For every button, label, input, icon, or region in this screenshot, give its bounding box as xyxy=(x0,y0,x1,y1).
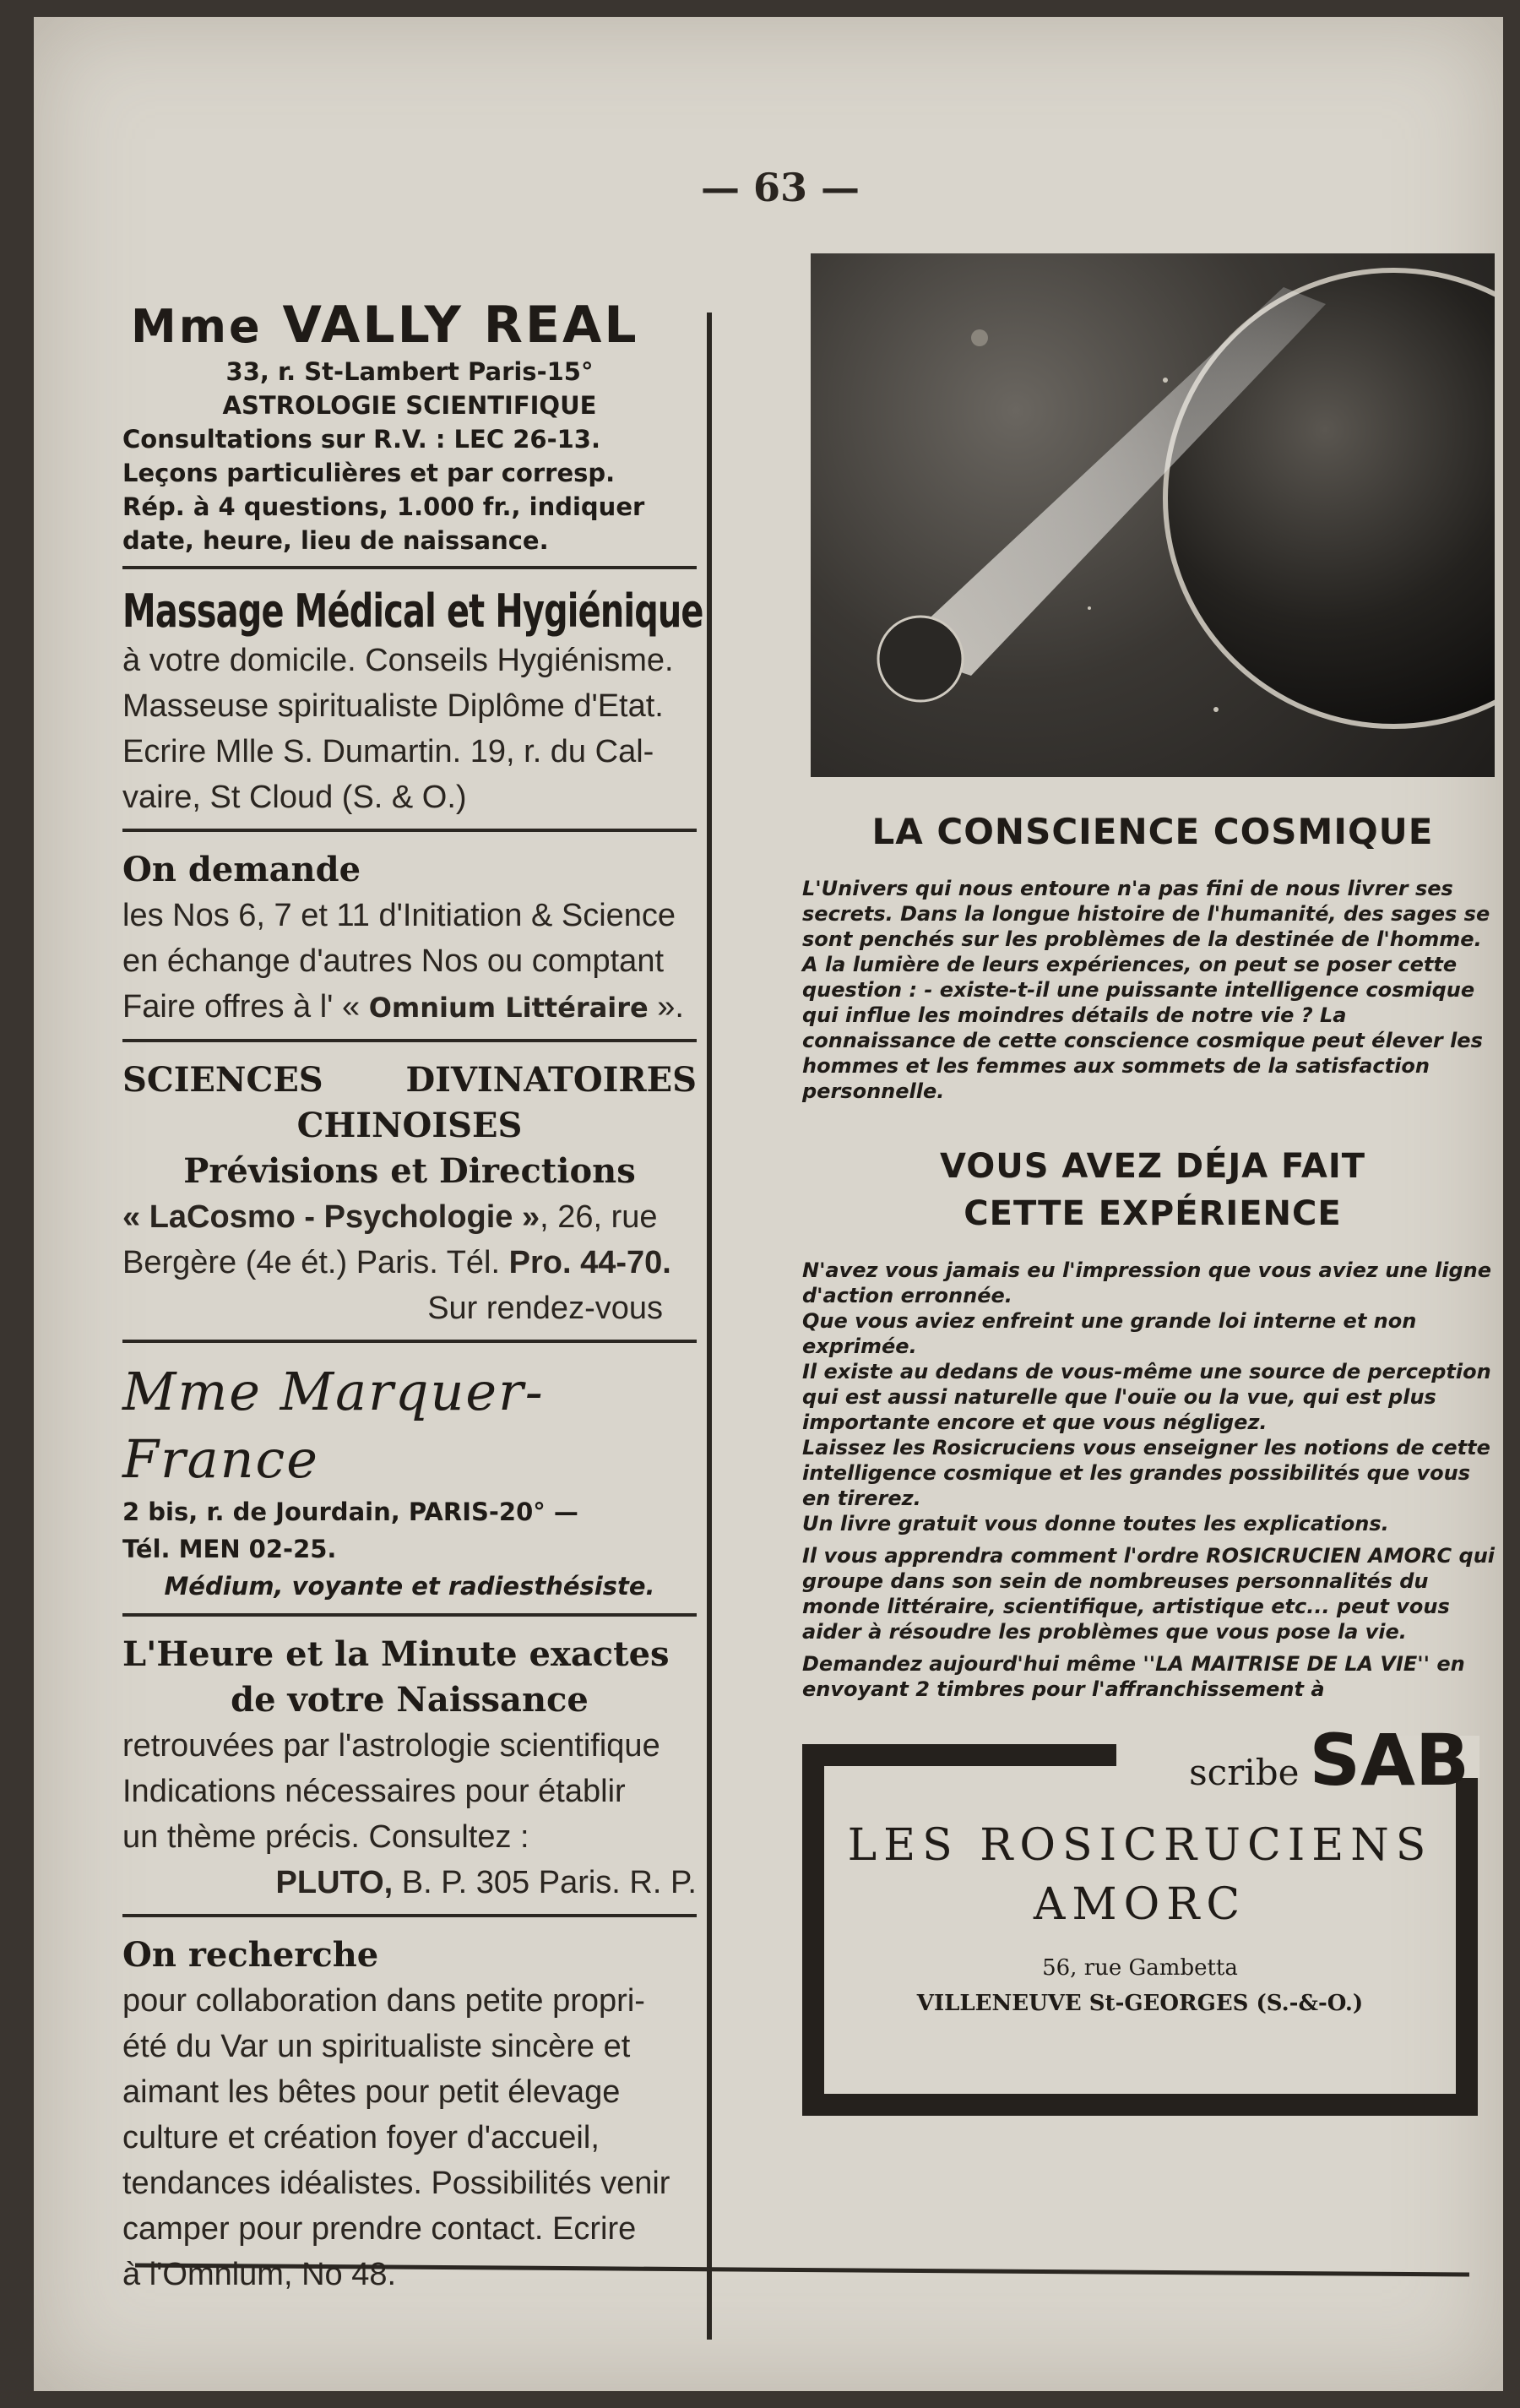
demande-line: les Nos 6, 7 et 11 d'Initiation & Science xyxy=(122,898,676,933)
sciences-tel: Pro. 44-70. xyxy=(508,1245,671,1280)
cosmic-illustration-svg xyxy=(811,253,1495,777)
demande-last-line xyxy=(122,984,697,1030)
amorc-addr-1: 56, rue Gambetta xyxy=(1042,1955,1238,1981)
right-column xyxy=(802,253,1503,2116)
ad-separator xyxy=(122,1340,697,1343)
experience-paragraph: Il existe au dedans de vous-même une source de perception qui est aussi naturelle que l'ouïe ou la vue, qui est plus importante encore et que vous négligez. xyxy=(802,1360,1491,1434)
cosmic-title: LA CONSCIENCE COSMIQUE xyxy=(871,811,1434,852)
vally-specialty: ASTROLOGIE SCIENTIFIQUE xyxy=(222,391,597,420)
vally-title-name: VALLY REAL xyxy=(282,296,639,355)
heure-title-1: L'Heure et la Minute exactes xyxy=(122,1634,670,1674)
demande-line: en échange d'autres Nos ou comptant xyxy=(122,943,665,979)
cosmic-illustration xyxy=(811,253,1495,777)
heure-contact xyxy=(122,1860,697,1905)
heure-line: retrouvées par l'astrologie scientifique xyxy=(122,1728,660,1764)
experience-body xyxy=(802,1258,1503,1702)
sciences-line-2 xyxy=(122,1240,697,1286)
massage-line: à votre domicile. Conseils Hygiénisme. xyxy=(122,643,674,678)
heure-title-2: de votre Naissance xyxy=(231,1680,589,1720)
left-column xyxy=(122,296,703,2297)
planet-shape xyxy=(1165,270,1495,726)
scribe-name: SAB xyxy=(1309,1719,1469,1802)
ad-on-demande xyxy=(122,847,697,1030)
heure-bp: B. P. 305 Paris. R. P. xyxy=(401,1865,697,1900)
recherche-line: pour collaboration dans petite propri- xyxy=(122,1983,645,2019)
ad-separator xyxy=(122,1613,697,1617)
recherche-line: camper pour prendre contact. Ecrire xyxy=(122,2211,637,2247)
small-moon xyxy=(878,617,963,701)
experience-paragraph: Que vous aviez enfreint une grande loi interne et non exprimée. xyxy=(802,1309,1417,1358)
sciences-title-2: CHINOISES xyxy=(296,1106,523,1145)
experience-paragraph: Demandez aujourd'hui même ''LA MAITRISE DE LA VIE'' en envoyant 2 timbres pour l'affranchissement à xyxy=(802,1652,1465,1701)
column-divider xyxy=(707,313,712,2340)
sciences-title-1: SCIENCES DIVINATOIRES xyxy=(122,1060,697,1100)
ad-heure-naissance xyxy=(122,1632,697,1905)
star-shape xyxy=(971,329,988,346)
massage-title: Massage Médical et Hygiénique xyxy=(122,584,703,638)
recherche-line: aimant les bêtes pour petit élevage xyxy=(122,2074,621,2110)
marquer-title: Mme Marquer-France xyxy=(122,1361,545,1490)
sciences-cosmo: « LaCosmo - Psychologie » xyxy=(122,1199,540,1235)
scribe-word: scribe xyxy=(1189,1752,1300,1793)
ad-separator xyxy=(122,1914,697,1917)
vally-line: Consultations sur R.V. : LEC 26-13. xyxy=(122,425,600,454)
star-shape xyxy=(1088,606,1091,610)
scribe-sab xyxy=(1189,1719,1469,1802)
recherche-line: été du Var un spiritualiste sincère et xyxy=(122,2029,631,2064)
experience-paragraph: N'avez vous jamais eu l'impression que vous aviez une ligne d'action erronnée. xyxy=(802,1258,1491,1307)
star-shape xyxy=(1213,707,1219,712)
demande-last-suffix: ». xyxy=(657,989,684,1025)
vally-line: date, heure, lieu de naissance. xyxy=(122,526,549,555)
amorc-line-2: AMORC xyxy=(1033,1879,1247,1930)
heure-pluto: PLUTO, xyxy=(275,1865,394,1900)
recherche-line: à l'Omnium, No 48. xyxy=(122,2257,397,2292)
sciences-rue: , 26, rue xyxy=(540,1199,658,1235)
experience-subtitle xyxy=(802,1143,1503,1237)
ad-vally-real xyxy=(122,296,697,557)
ad-separator xyxy=(122,1039,697,1042)
ad-on-recherche xyxy=(122,1932,697,2297)
experience-paragraph: Laissez les Rosicruciens vous enseigner les notions de cette intelligence cosmique et les grandes possibilités que vous en tirerez. xyxy=(802,1436,1490,1510)
page-number: — 63 — xyxy=(701,165,860,210)
sciences-subtitle: Prévisions et Directions xyxy=(183,1151,636,1191)
demande-last-prefix: Faire offres à l' « xyxy=(122,989,361,1025)
vally-line: Rép. à 4 questions, 1.000 fr., indiquer xyxy=(122,492,645,521)
recherche-title: On recherche xyxy=(122,1935,379,1975)
marquer-tel: Tél. MEN 02-25. xyxy=(122,1535,337,1563)
recherche-line: tendances idéalistes. Possibilités venir xyxy=(122,2166,670,2201)
massage-line: Masseuse spiritualiste Diplôme d'Etat. xyxy=(122,688,664,724)
experience-paragraph: Un livre gratuit vous donne toutes les explications. xyxy=(802,1512,1389,1536)
sciences-line-1 xyxy=(122,1194,697,1240)
demande-omnium: Omnium Littéraire xyxy=(368,992,649,1024)
ad-marquer-france xyxy=(122,1358,697,1605)
vally-line: Leçons particulières et par corresp. xyxy=(122,459,616,487)
recherche-line: culture et création foyer d'accueil, xyxy=(122,2120,600,2155)
ad-separator xyxy=(122,566,697,569)
amorc-address-box xyxy=(802,1719,1478,2116)
ad-sciences-divinatoires xyxy=(122,1057,697,1331)
heure-line: Indications nécessaires pour établir xyxy=(122,1774,626,1809)
sciences-rdv: Sur rendez-vous xyxy=(427,1291,663,1326)
vally-title-prefix: Mme xyxy=(131,300,263,353)
heure-line: un thème précis. Consultez : xyxy=(122,1819,529,1855)
ad-massage xyxy=(122,584,703,820)
massage-line: Ecrire Mlle S. Dumartin. 19, r. du Cal- xyxy=(122,734,654,769)
sciences-bergere: Bergère (4e ét.) Paris. Tél. xyxy=(122,1245,501,1280)
star-shape xyxy=(1163,378,1168,383)
vally-address: 33, r. St-Lambert Paris-15° xyxy=(225,357,594,386)
demande-title: On demande xyxy=(122,850,361,889)
marquer-address: 2 bis, r. de Jourdain, PARIS-20° — xyxy=(122,1498,578,1526)
vally-title xyxy=(131,296,697,355)
amorc-line-1: LES ROSICRUCIENS xyxy=(847,1820,1433,1871)
magazine-page xyxy=(34,17,1503,2391)
experience-subtitle-2: CETTE EXPÉRIENCE xyxy=(964,1194,1342,1233)
experience-paragraph: Il vous apprendra comment l'ordre ROSICRUCIEN AMORC qui groupe dans son sein de nombreuses personnalités du monde littéraire, scientifique, artistique etc... peut vous aider à résoudre les problèmes que vous pose la vie. xyxy=(802,1544,1496,1644)
cosmic-intro: L'Univers qui nous entoure n'a pas fini de nous livrer ses secrets. Dans la longue histoire de l'humanité, des sages se sont penchés sur les problèmes de la destinée de l'homme. A la lumière de leurs expériences, on peut se poser cette question : - existe-t-il une puissante intelligence cosmique qui influe les moindres détails de notre vie ? La connaissance de cette conscience cosmique peut élever les hommes et les femmes aux sommets de la satisfaction personnelle. xyxy=(802,877,1490,1103)
marquer-desc: Médium, voyante et radiesthésiste. xyxy=(164,1572,655,1601)
ad-separator xyxy=(122,829,697,832)
amorc-addr-2: VILLENEUVE St-GEORGES (S.-&-O.) xyxy=(916,1991,1364,2016)
experience-subtitle-1: VOUS AVEZ DÉJA FAIT xyxy=(939,1147,1366,1186)
massage-line: vaire, St Cloud (S. & O.) xyxy=(122,780,467,815)
